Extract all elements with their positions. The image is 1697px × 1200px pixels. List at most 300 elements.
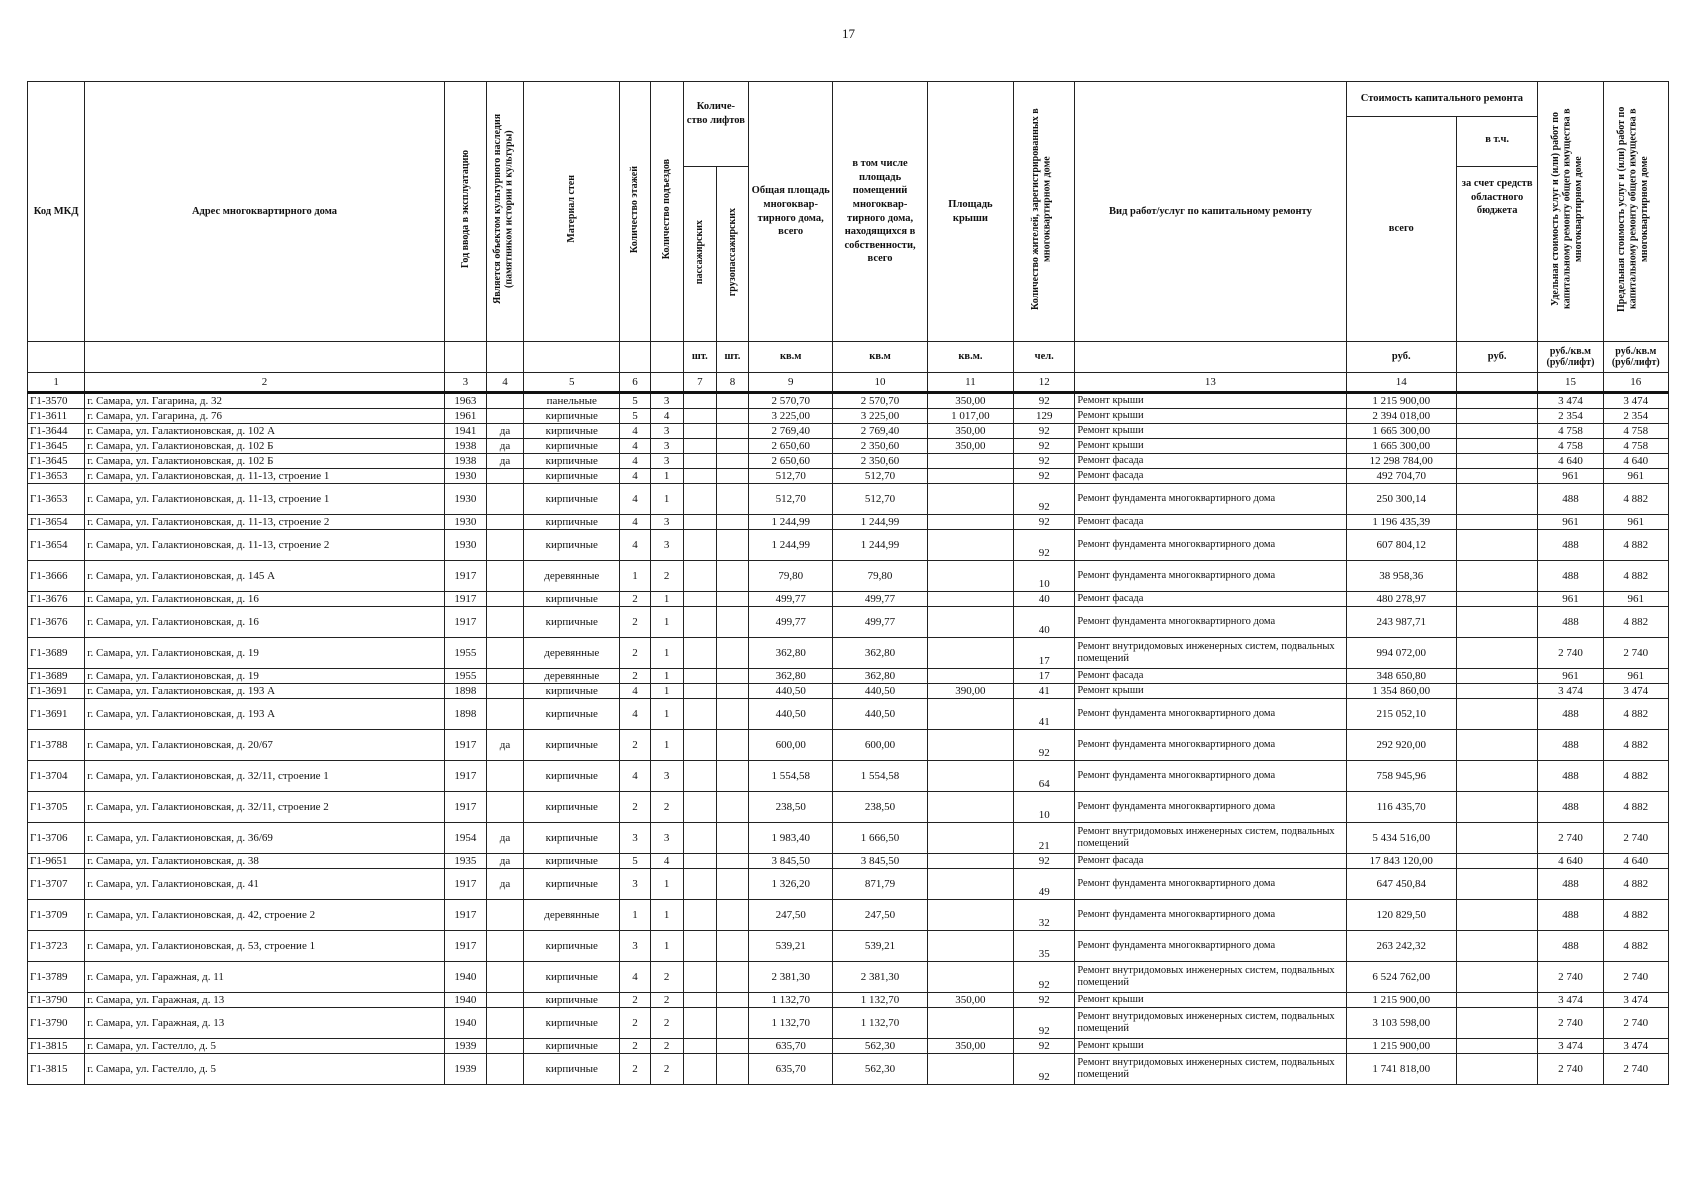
cell-unit-cost: 488 [1538,484,1603,515]
cell-work-type: Ремонт внутридомовых инженерных систем, подвальных помещений [1075,823,1346,854]
cell-unit-cost: 2 354 [1538,409,1603,424]
cell-total-area: 2 570,70 [749,393,833,409]
cell-floors: 4 [620,454,650,469]
cell-residents: 92 [1014,424,1075,439]
cell-work-type: Ремонт фундамента многоквартирного дома [1075,484,1346,515]
cell-address: г. Самара, ул. Галактионовская, д. 11-13, строение 1 [85,484,445,515]
cell-floors: 4 [620,515,650,530]
cell-address: г. Самара, ул. Гастелло, д. 5 [85,1054,445,1085]
cell-entrances: 1 [650,607,683,638]
column-number: 1 [28,373,85,393]
cell-wall-material: кирпичные [524,931,620,962]
cell-unit-cost: 3 474 [1538,1039,1603,1054]
cell-heritage: да [486,854,523,869]
cell-unit-cost: 2 740 [1538,823,1603,854]
cell-entrances: 3 [650,823,683,854]
cell-unit-cost: 3 474 [1538,393,1603,409]
cell-lifts-passenger [683,792,716,823]
table-row [28,684,1669,699]
cell-wall-material: кирпичные [524,1054,620,1085]
cell-owned-area: 562,30 [833,1039,927,1054]
cell-owned-area: 2 769,40 [833,424,927,439]
cell-code: Г1-3788 [28,730,85,761]
header-floors: Количество этажей [629,165,641,253]
column-number: 9 [749,373,833,393]
table-row [28,393,1669,409]
cell-limit-cost: 3 474 [1603,1039,1668,1054]
column-number: 14 [1346,373,1456,393]
cell-owned-area: 871,79 [833,869,927,900]
cell-wall-material: кирпичные [524,962,620,993]
column-number [650,373,683,393]
cell-entrances: 1 [650,684,683,699]
cell-work-type: Ремонт фасада [1075,669,1346,684]
cell-work-type: Ремонт внутридомовых инженерных систем, подвальных помещений [1075,1008,1346,1039]
cell-cost-regional [1456,409,1537,424]
cell-limit-cost: 961 [1603,515,1668,530]
cell-year: 1961 [444,409,486,424]
cell-lifts-passenger [683,761,716,792]
cell-code: Г1-3644 [28,424,85,439]
header-cost-incl: в т.ч. [1456,117,1537,167]
cell-year: 1930 [444,469,486,484]
cell-wall-material: кирпичные [524,792,620,823]
cell-limit-cost: 4 758 [1603,439,1668,454]
cell-residents: 41 [1014,699,1075,730]
cell-lifts-cargo [716,730,748,761]
cell-limit-cost: 2 354 [1603,409,1668,424]
cell-code: Г1-3676 [28,607,85,638]
cell-owned-area: 2 350,60 [833,454,927,469]
cell-residents: 92 [1014,515,1075,530]
cell-code: Г1-3704 [28,761,85,792]
cell-unit-cost: 2 740 [1538,1054,1603,1085]
cell-cost-total: 2 394 018,00 [1346,409,1456,424]
cell-total-area: 2 650,60 [749,454,833,469]
cell-limit-cost: 961 [1603,669,1668,684]
cell-total-area: 3 225,00 [749,409,833,424]
cell-work-type: Ремонт фасада [1075,515,1346,530]
cell-residents: 129 [1014,409,1075,424]
cell-owned-area: 499,77 [833,607,927,638]
cell-limit-cost: 2 740 [1603,1008,1668,1039]
cell-year: 1898 [444,699,486,730]
cell-total-area: 499,77 [749,592,833,607]
cell-unit-cost: 488 [1538,900,1603,931]
cell-total-area: 539,21 [749,931,833,962]
cell-year: 1963 [444,393,486,409]
capital-repair-table [27,81,1669,1085]
cell-roof-area [927,454,1013,469]
cell-year: 1917 [444,900,486,931]
cell-wall-material: кирпичные [524,424,620,439]
cell-lifts-cargo [716,761,748,792]
cell-residents: 92 [1014,730,1075,761]
table-row [28,823,1669,854]
cell-cost-total: 348 650,80 [1346,669,1456,684]
cell-cost-total: 243 987,71 [1346,607,1456,638]
header-roof-area: Площадь крыши [927,82,1013,342]
cell-wall-material: кирпичные [524,484,620,515]
cell-address: г. Самара, ул. Галактионовская, д. 16 [85,607,445,638]
cell-unit-cost: 488 [1538,530,1603,561]
cell-cost-regional [1456,854,1537,869]
cell-lifts-cargo [716,669,748,684]
cell-address: г. Самара, ул. Галактионовская, д. 11-13, строение 2 [85,530,445,561]
cell-wall-material: деревянные [524,900,620,931]
cell-code: Г1-3691 [28,684,85,699]
cell-cost-regional [1456,792,1537,823]
column-number: 7 [683,373,716,393]
cell-heritage: да [486,730,523,761]
cell-floors: 1 [620,561,650,592]
cell-lifts-cargo [716,1039,748,1054]
cell-limit-cost: 4 758 [1603,424,1668,439]
cell-work-type: Ремонт фасада [1075,469,1346,484]
cell-limit-cost: 4 882 [1603,561,1668,592]
cell-code: Г1-3691 [28,699,85,730]
cell-heritage [486,684,523,699]
cell-work-type: Ремонт фасада [1075,454,1346,469]
cell-cost-regional [1456,730,1537,761]
column-number: 6 [620,373,650,393]
cell-owned-area: 499,77 [833,592,927,607]
cell-roof-area [927,730,1013,761]
cell-wall-material: деревянные [524,638,620,669]
cell-lifts-cargo [716,469,748,484]
cell-heritage [486,515,523,530]
cell-heritage [486,962,523,993]
cell-floors: 2 [620,607,650,638]
cell-entrances: 4 [650,854,683,869]
cell-lifts-cargo [716,684,748,699]
cell-address: г. Самара, ул. Гастелло, д. 5 [85,1039,445,1054]
column-number: 3 [444,373,486,393]
cell-lifts-cargo [716,409,748,424]
cell-floors: 4 [620,684,650,699]
cell-roof-area [927,669,1013,684]
cell-heritage [486,792,523,823]
column-number [1456,373,1537,393]
cell-entrances: 3 [650,393,683,409]
cell-work-type: Ремонт фундамента многоквартирного дома [1075,530,1346,561]
cell-heritage [486,409,523,424]
cell-unit-cost: 488 [1538,792,1603,823]
cell-floors: 4 [620,439,650,454]
cell-floors: 2 [620,669,650,684]
cell-unit-cost: 4 640 [1538,454,1603,469]
cell-total-area: 512,70 [749,484,833,515]
cell-entrances: 1 [650,869,683,900]
cell-owned-area: 238,50 [833,792,927,823]
unit-sqm: кв.м [749,342,833,373]
cell-floors: 4 [620,469,650,484]
cell-residents: 41 [1014,684,1075,699]
cell-unit-cost: 2 740 [1538,1008,1603,1039]
cell-total-area: 1 132,70 [749,1008,833,1039]
cell-work-type: Ремонт фундамента многоквартирного дома [1075,869,1346,900]
cell-limit-cost: 4 882 [1603,484,1668,515]
cell-lifts-passenger [683,607,716,638]
cell-floors: 2 [620,1054,650,1085]
cell-entrances: 3 [650,454,683,469]
cell-code: Г1-3707 [28,869,85,900]
cell-work-type: Ремонт фундамента многоквартирного дома [1075,931,1346,962]
header-total-area: Общая площадь многоквар- тирного дома, всего [749,82,833,342]
cell-address: г. Самара, ул. Галактионовская, д. 32/11, строение 2 [85,792,445,823]
header-code: Код МКД [28,82,85,342]
cell-owned-area: 1 244,99 [833,530,927,561]
cell-total-area: 440,50 [749,684,833,699]
cell-residents: 92 [1014,393,1075,409]
cell-cost-regional [1456,424,1537,439]
cell-cost-total: 758 945,96 [1346,761,1456,792]
cell-residents: 92 [1014,530,1075,561]
cell-year: 1917 [444,792,486,823]
cell-total-area: 635,70 [749,1039,833,1054]
cell-code: Г1-3653 [28,484,85,515]
table-row [28,669,1669,684]
cell-cost-regional [1456,1008,1537,1039]
cell-lifts-passenger [683,409,716,424]
cell-wall-material: кирпичные [524,439,620,454]
cell-floors: 5 [620,409,650,424]
cell-lifts-passenger [683,869,716,900]
cell-address: г. Самара, ул. Галактионовская, д. 102 А [85,424,445,439]
cell-wall-material: кирпичные [524,869,620,900]
unit-sqm: кв.м. [927,342,1013,373]
table-row [28,607,1669,638]
cell-floors: 2 [620,1008,650,1039]
cell-limit-cost: 4 882 [1603,900,1668,931]
cell-limit-cost: 4 882 [1603,792,1668,823]
cell-heritage [486,638,523,669]
cell-lifts-passenger [683,439,716,454]
cell-total-area: 1 244,99 [749,530,833,561]
cell-cost-regional [1456,1039,1537,1054]
cell-lifts-passenger [683,454,716,469]
cell-residents: 92 [1014,1039,1075,1054]
cell-lifts-cargo [716,484,748,515]
cell-unit-cost: 2 740 [1538,962,1603,993]
cell-roof-area [927,900,1013,931]
cell-wall-material: кирпичные [524,823,620,854]
cell-year: 1917 [444,592,486,607]
cell-limit-cost: 2 740 [1603,962,1668,993]
cell-cost-regional [1456,823,1537,854]
cell-unit-cost: 488 [1538,869,1603,900]
cell-total-area: 1 244,99 [749,515,833,530]
cell-limit-cost: 3 474 [1603,393,1668,409]
unit-rub: руб. [1456,342,1537,373]
cell-lifts-passenger [683,469,716,484]
cell-unit-cost: 4 640 [1538,854,1603,869]
cell-address: г. Самара, ул. Галактионовская, д. 102 Б [85,439,445,454]
cell-total-area: 512,70 [749,469,833,484]
cell-heritage: да [486,439,523,454]
table-row [28,484,1669,515]
cell-owned-area: 1 666,50 [833,823,927,854]
cell-lifts-cargo [716,900,748,931]
column-number: 5 [524,373,620,393]
column-number: 10 [833,373,927,393]
cell-cost-regional [1456,484,1537,515]
cell-roof-area [927,761,1013,792]
header-owned-area: в том числе площадь помещений многоквар- тирного дома, находящихся в собственности, всего [833,82,927,342]
cell-cost-total: 480 278,97 [1346,592,1456,607]
cell-work-type: Ремонт фундамента многоквартирного дома [1075,792,1346,823]
cell-owned-area: 1 554,58 [833,761,927,792]
cell-address: г. Самара, ул. Галактионовская, д. 41 [85,869,445,900]
table-row [28,515,1669,530]
table-row [28,869,1669,900]
cell-roof-area [927,607,1013,638]
header-heritage: Является объектом культурного наследия (памятником истории и культуры) [492,114,515,305]
cell-floors: 1 [620,900,650,931]
cell-address: г. Самара, ул. Гаражная, д. 11 [85,962,445,993]
cell-work-type: Ремонт крыши [1075,409,1346,424]
cell-year: 1930 [444,484,486,515]
cell-lifts-cargo [716,607,748,638]
unit-rate: руб./кв.м (руб/лифт) [1538,342,1603,373]
cell-residents: 92 [1014,1054,1075,1085]
cell-entrances: 2 [650,561,683,592]
cell-lifts-cargo [716,854,748,869]
cell-cost-total: 1 215 900,00 [1346,1039,1456,1054]
cell-work-type: Ремонт крыши [1075,439,1346,454]
table-row [28,931,1669,962]
cell-owned-area: 2 381,30 [833,962,927,993]
cell-cost-regional [1456,962,1537,993]
cell-floors: 2 [620,792,650,823]
column-number: 16 [1603,373,1668,393]
cell-wall-material: кирпичные [524,607,620,638]
cell-unit-cost: 4 758 [1538,424,1603,439]
cell-total-area: 3 845,50 [749,854,833,869]
cell-address: г. Самара, ул. Галактионовская, д. 193 А [85,699,445,730]
cell-year: 1930 [444,530,486,561]
cell-total-area: 2 650,60 [749,439,833,454]
cell-residents: 92 [1014,454,1075,469]
cell-wall-material: кирпичные [524,1039,620,1054]
cell-lifts-cargo [716,454,748,469]
table-row [28,439,1669,454]
cell-roof-area [927,792,1013,823]
cell-work-type: Ремонт крыши [1075,393,1346,409]
cell-roof-area: 350,00 [927,424,1013,439]
cell-lifts-passenger [683,638,716,669]
header-lifts-cargo: грузопассажирских [726,207,738,296]
cell-lifts-cargo [716,1008,748,1039]
cell-heritage [486,761,523,792]
cell-wall-material: кирпичные [524,592,620,607]
cell-total-area: 238,50 [749,792,833,823]
cell-lifts-passenger [683,1054,716,1085]
cell-work-type: Ремонт фундамента многоквартирного дома [1075,699,1346,730]
cell-roof-area [927,530,1013,561]
cell-owned-area: 1 244,99 [833,515,927,530]
cell-unit-cost: 2 740 [1538,638,1603,669]
cell-wall-material: кирпичные [524,530,620,561]
cell-wall-material: кирпичные [524,684,620,699]
table-row [28,1054,1669,1085]
table-row [28,854,1669,869]
cell-year: 1917 [444,931,486,962]
cell-work-type: Ремонт внутридомовых инженерных систем, подвальных помещений [1075,1054,1346,1085]
cell-cost-regional [1456,669,1537,684]
cell-code: Г1-3645 [28,439,85,454]
cell-unit-cost: 488 [1538,699,1603,730]
cell-cost-total: 38 958,36 [1346,561,1456,592]
cell-entrances: 2 [650,993,683,1008]
cell-address: г. Самара, ул. Галактионовская, д. 20/67 [85,730,445,761]
cell-floors: 2 [620,1039,650,1054]
cell-cost-regional [1456,699,1537,730]
cell-lifts-passenger [683,530,716,561]
cell-residents: 17 [1014,669,1075,684]
cell-heritage [486,931,523,962]
cell-floors: 5 [620,854,650,869]
cell-year: 1898 [444,684,486,699]
cell-wall-material: кирпичные [524,409,620,424]
header-work-type: Вид работ/услуг по капитальному ремонту [1075,82,1346,342]
cell-code: Г1-3676 [28,592,85,607]
cell-floors: 2 [620,592,650,607]
cell-limit-cost: 3 474 [1603,684,1668,699]
cell-cost-regional [1456,561,1537,592]
cell-unit-cost: 961 [1538,469,1603,484]
header-walls: Материал стен [566,175,578,243]
table-row [28,993,1669,1008]
column-number: 12 [1014,373,1075,393]
cell-address: г. Самара, ул. Гагарина, д. 76 [85,409,445,424]
cell-lifts-cargo [716,393,748,409]
cell-floors: 4 [620,699,650,730]
cell-entrances: 3 [650,530,683,561]
cell-entrances: 1 [650,669,683,684]
cell-wall-material: кирпичные [524,1008,620,1039]
cell-residents: 35 [1014,931,1075,962]
cell-entrances: 1 [650,730,683,761]
cell-total-area: 1 554,58 [749,761,833,792]
cell-total-area: 79,80 [749,561,833,592]
column-number: 4 [486,373,523,393]
unit-people: чел. [1014,342,1075,373]
cell-year: 1955 [444,638,486,669]
unit-rub: руб. [1346,342,1456,373]
cell-owned-area: 600,00 [833,730,927,761]
cell-wall-material: деревянные [524,669,620,684]
cell-cost-total: 1 215 900,00 [1346,993,1456,1008]
cell-cost-regional [1456,530,1537,561]
cell-work-type: Ремонт фундамента многоквартирного дома [1075,607,1346,638]
unit-rate: руб./кв.м (руб/лифт) [1603,342,1668,373]
cell-total-area: 1 132,70 [749,993,833,1008]
table-row [28,1039,1669,1054]
cell-year: 1917 [444,561,486,592]
cell-floors: 3 [620,823,650,854]
cell-residents: 21 [1014,823,1075,854]
column-number: 13 [1075,373,1346,393]
cell-lifts-cargo [716,424,748,439]
cell-lifts-cargo [716,962,748,993]
cell-cost-regional [1456,931,1537,962]
cell-roof-area [927,931,1013,962]
cell-wall-material: кирпичные [524,469,620,484]
cell-entrances: 4 [650,409,683,424]
cell-heritage [486,1039,523,1054]
cell-limit-cost: 4 640 [1603,454,1668,469]
